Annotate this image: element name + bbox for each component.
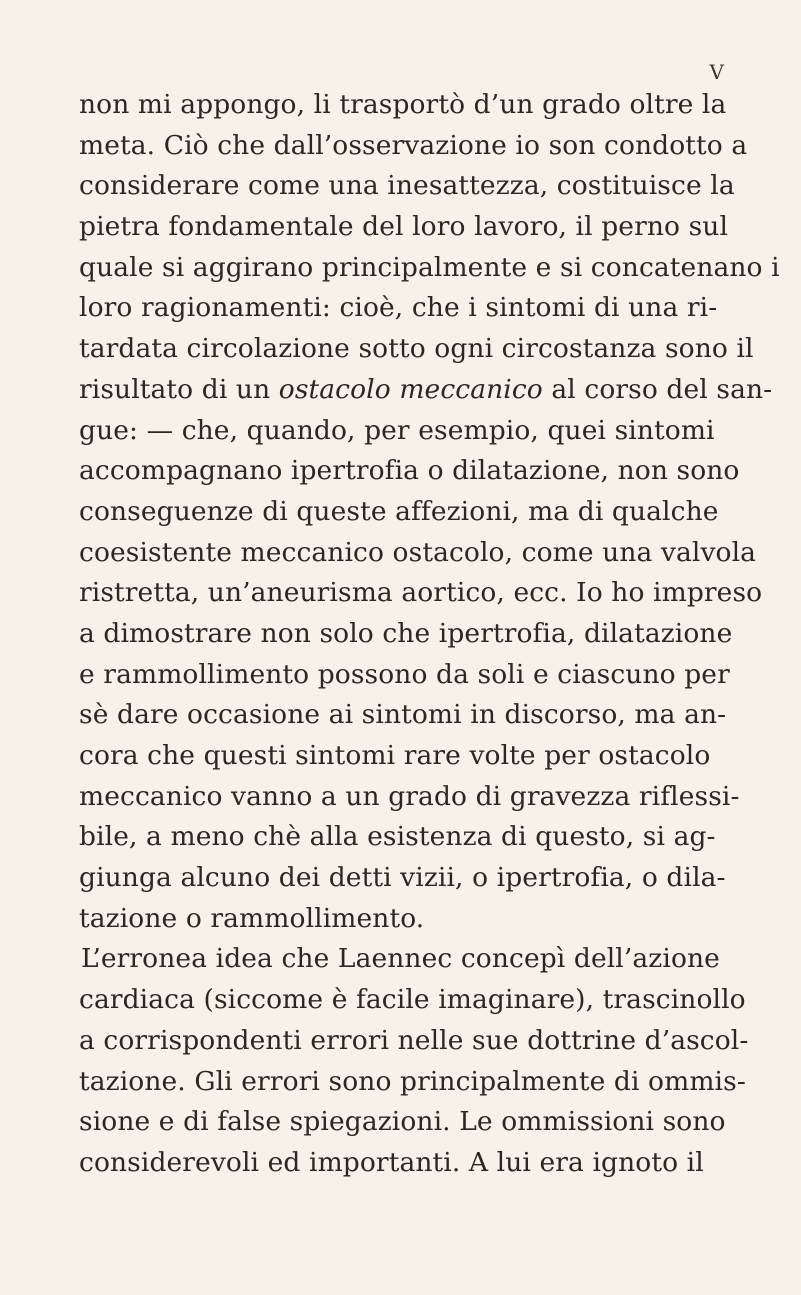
- text-line: accompagnano ipertrofia o dilatazione, non sono: [79, 455, 740, 487]
- text-segment: al corso del san-: [542, 373, 773, 405]
- text-line: conseguenze di queste affezioni, ma di qualche: [79, 495, 719, 527]
- text-line: giunga alcuno dei detti vizii, o ipertrofia, o dila-: [79, 862, 726, 894]
- text-line: cardiaca (siccome è facile imaginare), trascinollo: [79, 984, 746, 1016]
- text-line: non mi appongo, li trasportò d’un grado oltre la: [79, 89, 727, 120]
- page-body-text: [79, 85, 780, 1184]
- paragraph-end-line: tazione o rammollimento.: [79, 902, 425, 934]
- text-line: [79, 370, 773, 411]
- text-line: meta. Ciò che dall’osservazione io son condotto a: [79, 129, 748, 161]
- text-line: coesistente meccanico ostacolo, come una valvola: [79, 536, 757, 568]
- page-number: V: [709, 60, 724, 84]
- text-line: bile, a meno chè alla esistenza di questo, si ag-: [79, 821, 716, 853]
- text-line: gue: — che, quando, per esempio, quei sintomi: [79, 414, 715, 446]
- paragraph-start-line: L’erronea idea che Laennec concepì dell’azione: [81, 943, 720, 975]
- text-line: e rammollimento possono da soli e ciascuno per: [79, 658, 730, 690]
- text-line: quale si aggirano principalmente e si concatenano i: [79, 251, 780, 283]
- text-line: sione e di false spiegazioni. Le ommissioni sono: [79, 1106, 726, 1138]
- text-line: pietra fondamentale del loro lavoro, il perno sul: [79, 211, 729, 243]
- text-line: meccanico vanno a un grado di gravezza riflessi-: [79, 780, 740, 812]
- italic-phrase: ostacolo meccanico: [278, 373, 543, 405]
- text-line: tazione. Gli errori sono principalmente di ommis-: [79, 1065, 746, 1097]
- text-line: loro ragionamenti: cioè, che i sintomi di una ri-: [79, 292, 718, 324]
- text-line: a dimostrare non solo che ipertrofia, dilatazione: [79, 617, 733, 649]
- text-line: considerare come una inesattezza, costituisce la: [79, 170, 735, 202]
- text-line: cora che questi sintomi rare volte per ostacolo: [79, 740, 711, 771]
- text-line: a corrispondenti errori nelle sue dottrine d’ascol-: [79, 1024, 749, 1056]
- text-line: ristretta, un’aneurisma aortico, ecc. Io ho impreso: [79, 577, 763, 609]
- text-segment: risultato di un: [79, 373, 279, 405]
- text-line: considerevoli ed importanti. A lui era ignoto il: [79, 1146, 704, 1178]
- text-line: sè dare occasione ai sintomi in discorso, ma an-: [79, 699, 727, 731]
- text-line: tardata circolazione sotto ogni circostanza sono il: [79, 333, 754, 365]
